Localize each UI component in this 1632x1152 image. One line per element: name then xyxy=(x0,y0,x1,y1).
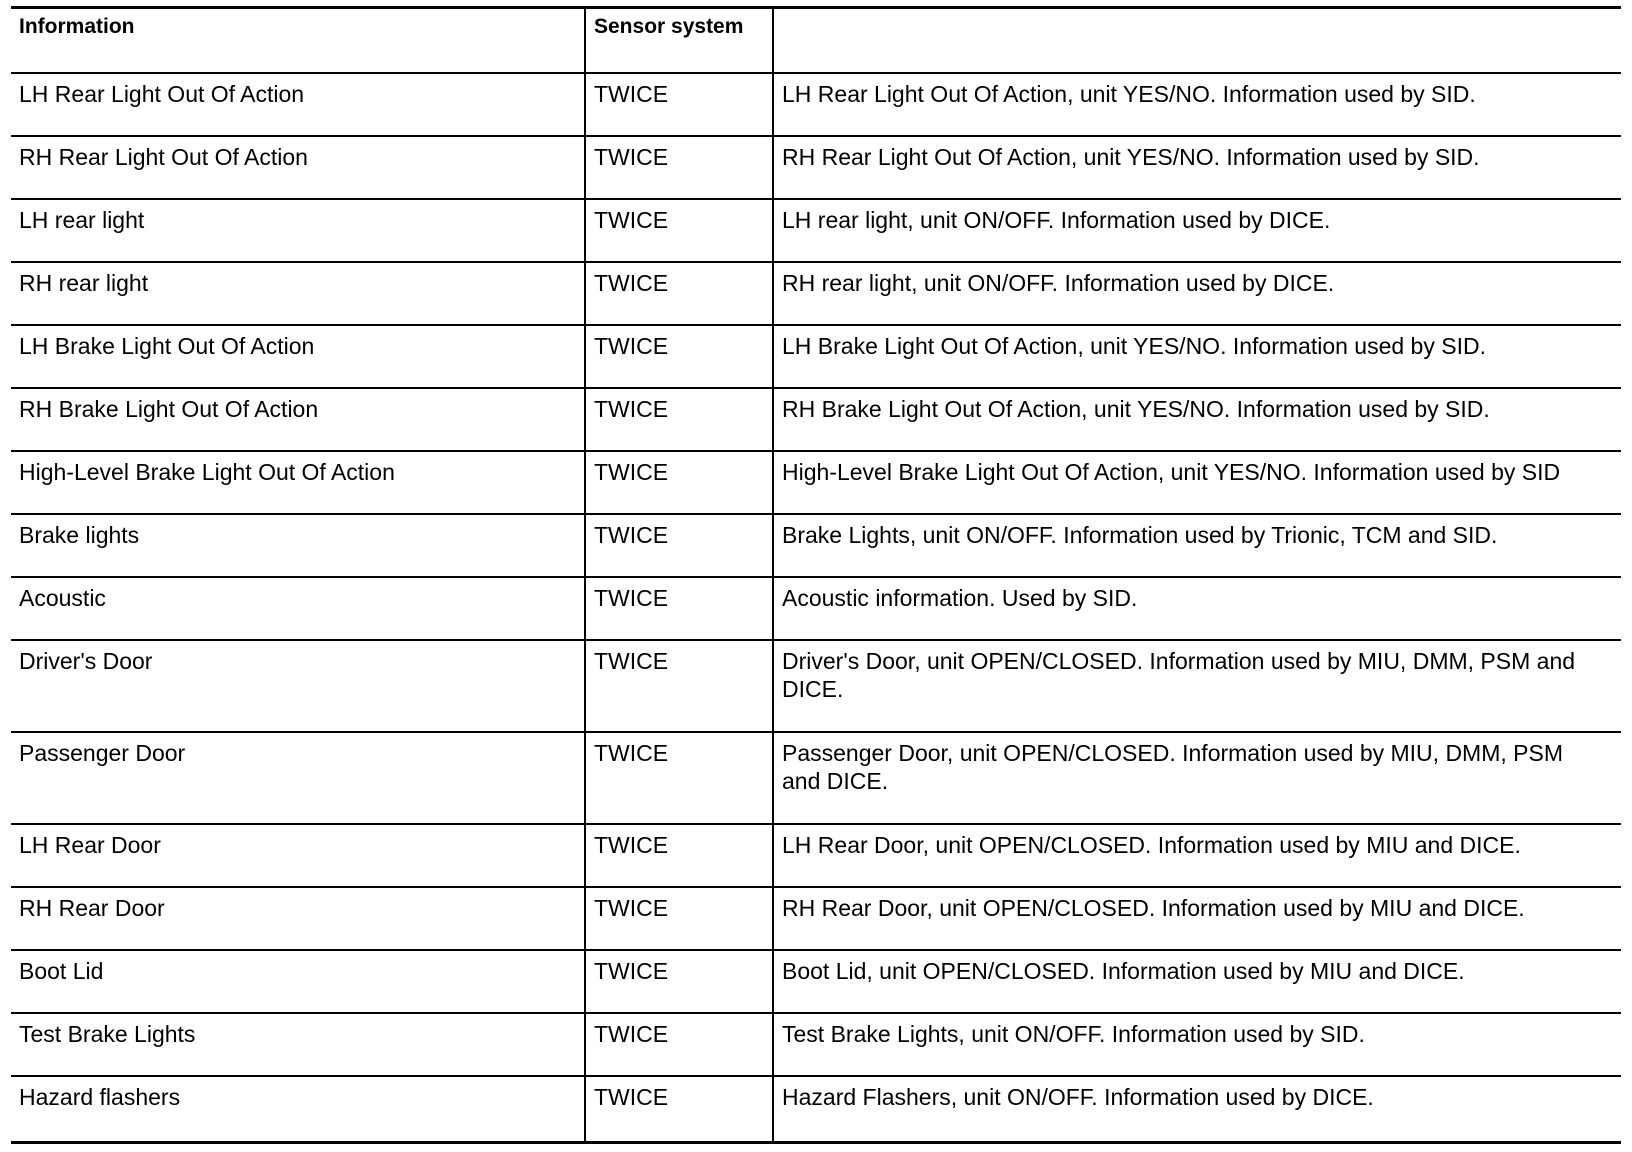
description-cell: RH Brake Light Out Of Action, unit YES/NO. Information used by SID. xyxy=(773,388,1621,451)
table-row xyxy=(11,136,1621,199)
information-cell: High-Level Brake Light Out Of Action xyxy=(11,451,585,514)
information-cell: Passenger Door xyxy=(11,732,585,824)
description-cell: LH rear light, unit ON/OFF. Information used by DICE. xyxy=(773,199,1621,262)
sensor-cell: TWICE xyxy=(585,388,773,451)
table-row xyxy=(11,1013,1621,1076)
table-row xyxy=(11,732,1621,824)
information-cell: RH Rear Light Out Of Action xyxy=(11,136,585,199)
sensor-cell: TWICE xyxy=(585,199,773,262)
description-cell: High-Level Brake Light Out Of Action, unit YES/NO. Information used by SID xyxy=(773,451,1621,514)
information-cell: LH Rear Door xyxy=(11,824,585,887)
sensor-cell: TWICE xyxy=(585,640,773,732)
information-cell: RH Rear Door xyxy=(11,887,585,950)
information-cell: Acoustic xyxy=(11,577,585,640)
sensor-cell: TWICE xyxy=(585,73,773,136)
information-cell: LH rear light xyxy=(11,199,585,262)
description-cell: LH Rear Door, unit OPEN/CLOSED. Information used by MIU and DICE. xyxy=(773,824,1621,887)
table-row xyxy=(11,950,1621,1013)
description-cell: LH Brake Light Out Of Action, unit YES/NO. Information used by SID. xyxy=(773,325,1621,388)
table-row xyxy=(11,262,1621,325)
header-information: Information xyxy=(11,8,585,74)
table-row xyxy=(11,1076,1621,1143)
sensor-cell: TWICE xyxy=(585,950,773,1013)
table-row xyxy=(11,325,1621,388)
sensor-cell: TWICE xyxy=(585,887,773,950)
information-cell: Brake lights xyxy=(11,514,585,577)
information-cell: RH rear light xyxy=(11,262,585,325)
description-cell: LH Rear Light Out Of Action, unit YES/NO. Information used by SID. xyxy=(773,73,1621,136)
description-cell: Hazard Flashers, unit ON/OFF. Information used by DICE. xyxy=(773,1076,1621,1143)
sensor-cell: TWICE xyxy=(585,732,773,824)
description-cell: Passenger Door, unit OPEN/CLOSED. Information used by MIU, DMM, PSM and DICE. xyxy=(773,732,1621,824)
information-cell: LH Brake Light Out Of Action xyxy=(11,325,585,388)
description-cell: Acoustic information. Used by SID. xyxy=(773,577,1621,640)
sensor-cell: TWICE xyxy=(585,514,773,577)
information-cell: RH Brake Light Out Of Action xyxy=(11,388,585,451)
header-row xyxy=(11,8,1621,74)
sensor-cell: TWICE xyxy=(585,577,773,640)
information-cell: Boot Lid xyxy=(11,950,585,1013)
description-cell: RH rear light, unit ON/OFF. Information used by DICE. xyxy=(773,262,1621,325)
description-cell: Driver's Door, unit OPEN/CLOSED. Information used by MIU, DMM, PSM and DICE. xyxy=(773,640,1621,732)
table-row xyxy=(11,199,1621,262)
information-cell: Hazard flashers xyxy=(11,1076,585,1143)
description-cell: Brake Lights, unit ON/OFF. Information used by Trionic, TCM and SID. xyxy=(773,514,1621,577)
sensor-cell: TWICE xyxy=(585,1076,773,1143)
sensor-cell: TWICE xyxy=(585,325,773,388)
sensor-cell: TWICE xyxy=(585,262,773,325)
signal-table xyxy=(11,6,1621,1144)
table-row xyxy=(11,514,1621,577)
information-cell: Test Brake Lights xyxy=(11,1013,585,1076)
header-description xyxy=(773,8,1621,74)
table-row xyxy=(11,73,1621,136)
sensor-cell: TWICE xyxy=(585,136,773,199)
sensor-cell: TWICE xyxy=(585,451,773,514)
table-row xyxy=(11,640,1621,732)
information-cell: Driver's Door xyxy=(11,640,585,732)
table-row xyxy=(11,451,1621,514)
table-row xyxy=(11,577,1621,640)
table-row xyxy=(11,887,1621,950)
description-cell: RH Rear Light Out Of Action, unit YES/NO. Information used by SID. xyxy=(773,136,1621,199)
table-row xyxy=(11,824,1621,887)
description-cell: Test Brake Lights, unit ON/OFF. Information used by SID. xyxy=(773,1013,1621,1076)
description-cell: RH Rear Door, unit OPEN/CLOSED. Information used by MIU and DICE. xyxy=(773,887,1621,950)
sensor-cell: TWICE xyxy=(585,824,773,887)
sensor-cell: TWICE xyxy=(585,1013,773,1076)
description-cell: Boot Lid, unit OPEN/CLOSED. Information used by MIU and DICE. xyxy=(773,950,1621,1013)
table-row xyxy=(11,388,1621,451)
header-sensor-system: Sensor system xyxy=(585,8,773,74)
information-cell: LH Rear Light Out Of Action xyxy=(11,73,585,136)
